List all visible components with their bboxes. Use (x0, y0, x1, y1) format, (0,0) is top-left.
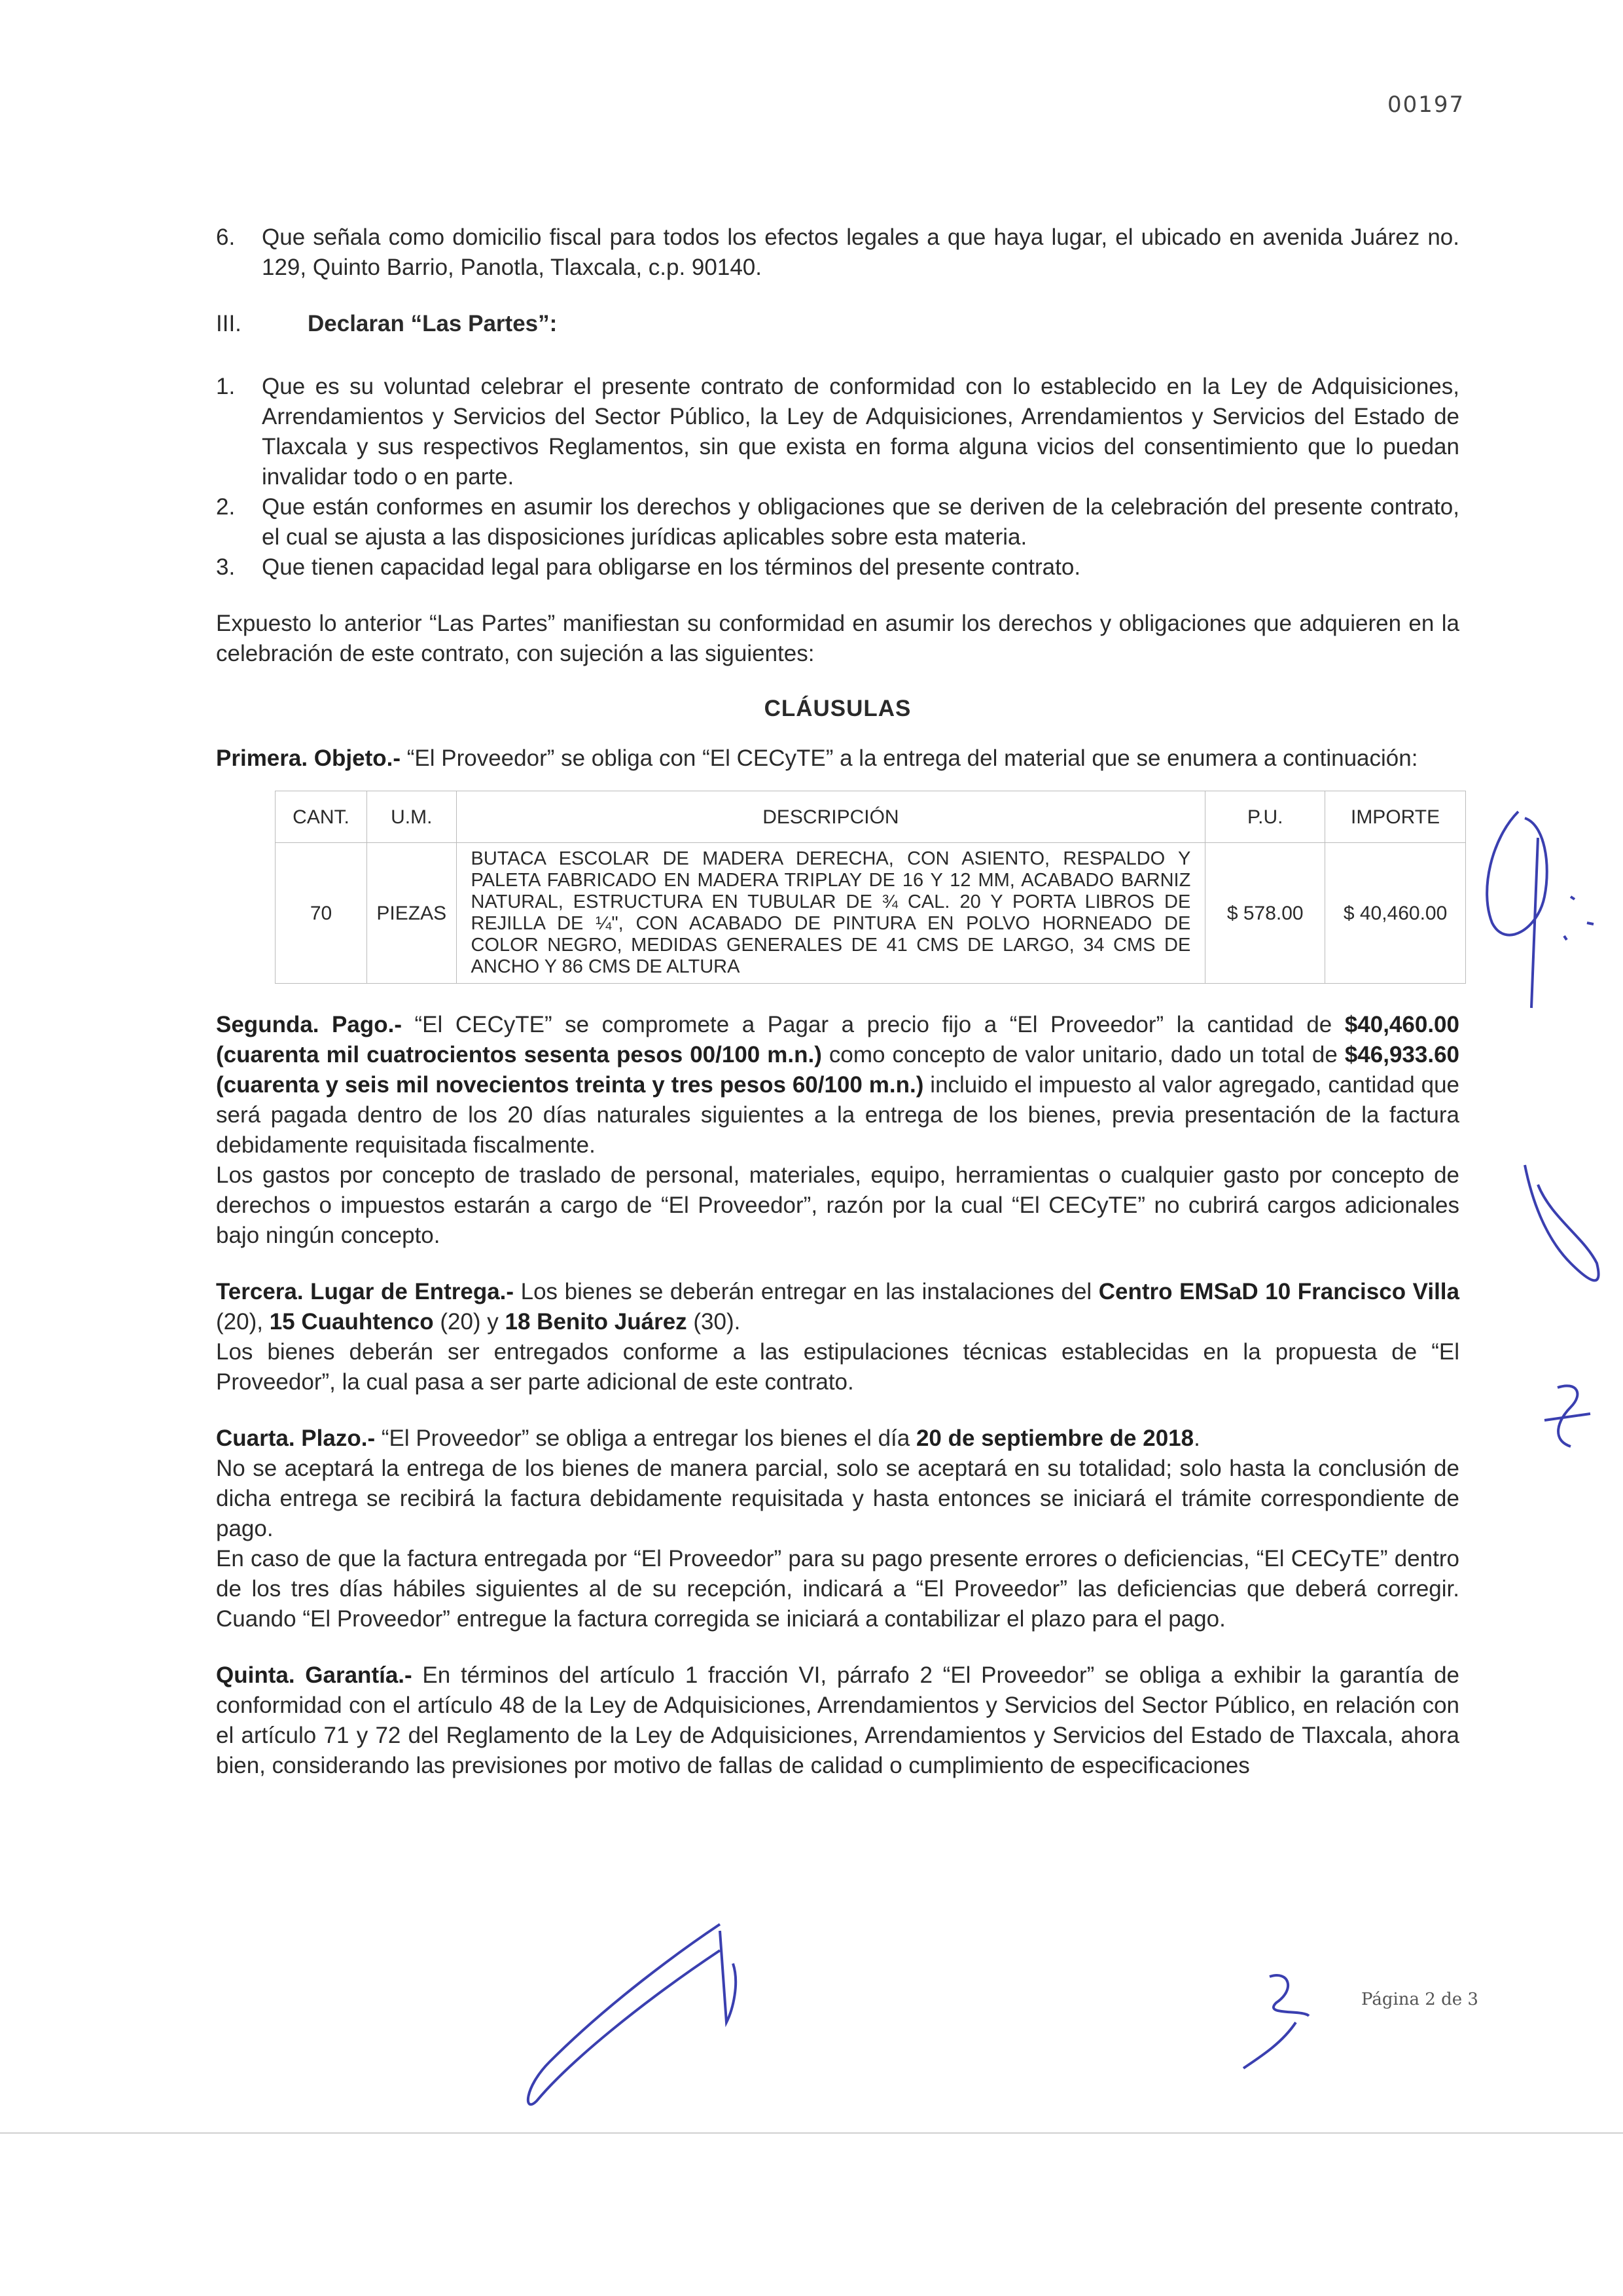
item-text: Que están conformes en asumir los derechos y obligaciones que se deriven de la celebración del presente contrato, el cual se ajusta a las disposiciones jurídicas aplicables sobre esta materia. (262, 494, 1459, 550)
cell-um: PIEZAS (367, 843, 457, 984)
section-heading (216, 309, 1459, 339)
table-header-row (276, 791, 1466, 843)
clause-text: Los bienes se deberán entregar en las instalaciones del (514, 1279, 1099, 1304)
cuarta-paragraph-2: No se aceptará la entrega de los bienes de manera parcial, solo se aceptará en su totalidad; solo hasta la conclusión de dicha entrega se recibirá la factura debidamente requisitada y hasta entonces se iniciará el trámite correspondiente de pago. (216, 1456, 1459, 1541)
scan-edge-line (0, 2132, 1623, 2134)
item-number: 3. (216, 554, 236, 580)
clausulas-title: CLÁUSULAS (764, 696, 912, 721)
clause-label: Primera. Objeto.- (216, 745, 401, 771)
header-pu: P.U. (1205, 791, 1325, 843)
delivery-date: 20 de septiembre de 2018 (916, 1426, 1194, 1451)
clause-text: “El CECyTE” se compromete a Pagar a precio fijo a “El Proveedor” la cantidad de (402, 1012, 1345, 1037)
cuarta-paragraph-3: En caso de que la factura entregada por “El Proveedor” para su pago presente errores o deficiencias, “El CECyTE” dentro de los tres días hábiles siguientes al de su recepción, indicará a “El Proveedor” las deficiencias que deberá corregir. Cuando “El Proveedor” entregue la factura corregida se iniciará a contabilizar el plazo para el pago. (216, 1546, 1459, 1632)
page-footer: Página 2 de 3 (1361, 1990, 1478, 2009)
item-number: 1. (216, 374, 236, 399)
clause-tercera (216, 1277, 1459, 1337)
expuesto-paragraph: Expuesto lo anterior “Las Partes” manifiestan su conformidad en asumir los derechos y obligaciones que adquieren en la celebración de este contrato, con sujeción a las siguientes: (216, 611, 1459, 666)
item-text: Que es su voluntad celebrar el presente contrato de conformidad con lo establecido en la Ley de Adquisiciones, Arrendamientos y Servicios del Sector Público, la Ley de Adquisiciones, Arrendamientos y Servicios del Estado de Tlaxcala y sus respectivos Reglamentos, sin que exista en forma alguna vicios del consentimiento que lo puedan invalidar todo o en parte. (262, 374, 1459, 490)
center-name: 15 Cuauhtenco (269, 1309, 434, 1335)
clause-text: (20) y (433, 1309, 505, 1335)
clause-quinta (216, 1660, 1459, 1781)
clause-text: como concepto de valor unitario, dado un total de (821, 1042, 1345, 1067)
signature-initials-top-right (1466, 798, 1610, 1021)
clause-label: Tercera. Lugar de Entrega.- (216, 1279, 514, 1304)
document-number: 00197 (1387, 92, 1465, 118)
signature-initials-mid-right (1531, 1368, 1610, 1466)
clause-primera (216, 744, 1459, 774)
item-number: 6. (216, 224, 236, 250)
cell-cant: 70 (276, 843, 367, 984)
tercera-paragraph-2: Los bienes deberán ser entregados conforme a las estipulaciones técnicas establecidas en la propuesta de “El Proveedor”, la cual pasa a ser parte adicional de este contrato. (216, 1339, 1459, 1395)
cell-pu: $ 578.00 (1205, 843, 1325, 984)
cell-desc: BUTACA ESCOLAR DE MADERA DERECHA, CON ASIENTO, RESPALDO Y PALETA FABRICADO EN MADERA TRIPLAY DE 16 Y 12 MM, ACABADO BARNIZ NATURAL, ESTRUCTURA EN TUBULAR DE ¾ CAL. 20 Y PORTA LIBROS DE REJILLA DE ¼", CON ACABADO DE PINTURA EN POLVO HORNEADO DE COLOR NEGRO, MEDIDAS GENERALES DE 41 CMS DE LARGO, 34 CMS DE ANCHO Y 86 CMS DE ALTURA (456, 843, 1205, 984)
declaration-item-6 (216, 223, 1459, 283)
declaration-item-2 (216, 492, 1459, 552)
segunda-paragraph-2: Los gastos por concepto de traslado de personal, materiales, equipo, herramientas o cualquier gasto por concepto de derechos o impuestos estarán a cargo de “El Proveedor”, razón por la cual “El CECyTE” no cubrirá cargos adicionales bajo ningún concepto. (216, 1162, 1459, 1248)
center-name: Centro EMSaD 10 Francisco Villa (1098, 1279, 1459, 1304)
items-table (275, 791, 1466, 984)
clause-text: . (1194, 1426, 1200, 1451)
section-number: III. (216, 311, 241, 336)
table-row (276, 843, 1466, 984)
item-text: Que señala como domicilio fiscal para todos los efectos legales a que haya lugar, el ubicado en avenida Juárez no. 129, Quinto Barrio, Panotla, Tlaxcala, c.p. 90140. (262, 224, 1459, 280)
declaration-item-3 (216, 552, 1459, 583)
clause-segunda (216, 1010, 1459, 1160)
clause-text: (30). (687, 1309, 741, 1335)
center-name: 18 Benito Juárez (505, 1309, 687, 1335)
amount-unit: $40,460.00 (cuarenta mil cuatrocientos sesenta pesos 00/100 m.n.) (216, 1012, 1459, 1067)
clause-text: incluido el impuesto al valor agregado, cantidad que será pagada dentro de los 20 días naturales siguientes a la entrega de los bienes, previa presentación de la factura debidamente requisitada fiscalmente. (216, 1072, 1460, 1158)
clause-label: Quinta. Garantía.- (216, 1662, 412, 1688)
clause-label: Cuarta. Plazo.- (216, 1426, 376, 1451)
item-number: 2. (216, 494, 236, 520)
signature-bottom-right (1230, 1964, 1335, 2075)
header-desc: DESCRIPCIÓN (456, 791, 1205, 843)
clause-text: “El Proveedor” se obliga con “El CECyTE” a la entrega del material que se enumera a continuación: (401, 745, 1418, 771)
item-text: Que tienen capacidad legal para obligarse en los términos del presente contrato. (262, 554, 1081, 580)
declaration-item-1 (216, 372, 1459, 492)
header-cant: CANT. (276, 791, 367, 843)
signature-mark-right (1512, 1158, 1610, 1309)
header-importe: IMPORTE (1325, 791, 1466, 843)
clause-text: “El Proveedor” se obliga a entregar los bienes el día (375, 1426, 916, 1451)
signature-bottom-left (510, 1911, 785, 2127)
section-title: Declaran “Las Partes”: (308, 311, 558, 336)
amount-total: $46,933.60 (cuarenta y seis mil novecientos treinta y tres pesos 60/100 m.n.) (216, 1042, 1459, 1098)
header-um: U.M. (367, 791, 457, 843)
clause-text: (20), (216, 1309, 270, 1335)
clause-text: En términos del artículo 1 fracción VI, párrafo 2 “El Proveedor” se obliga a exhibir la garantía de conformidad con el artículo 48 de la Ley de Adquisiciones, Arrendamientos y Servicios del Sector Público, en relación con el artículo 71 y 72 del Reglamento de la Ley de Adquisiciones, Arrendamientos y Servicios del Estado de Tlaxcala, ahora bien, considerando las previsiones por motivo de fallas de calidad o cumplimiento de especificaciones (216, 1662, 1460, 1778)
contract-body (216, 223, 1459, 1781)
clause-label: Segunda. Pago.- (216, 1012, 402, 1037)
clause-cuarta (216, 1424, 1459, 1454)
cell-importe: $ 40,460.00 (1325, 843, 1466, 984)
